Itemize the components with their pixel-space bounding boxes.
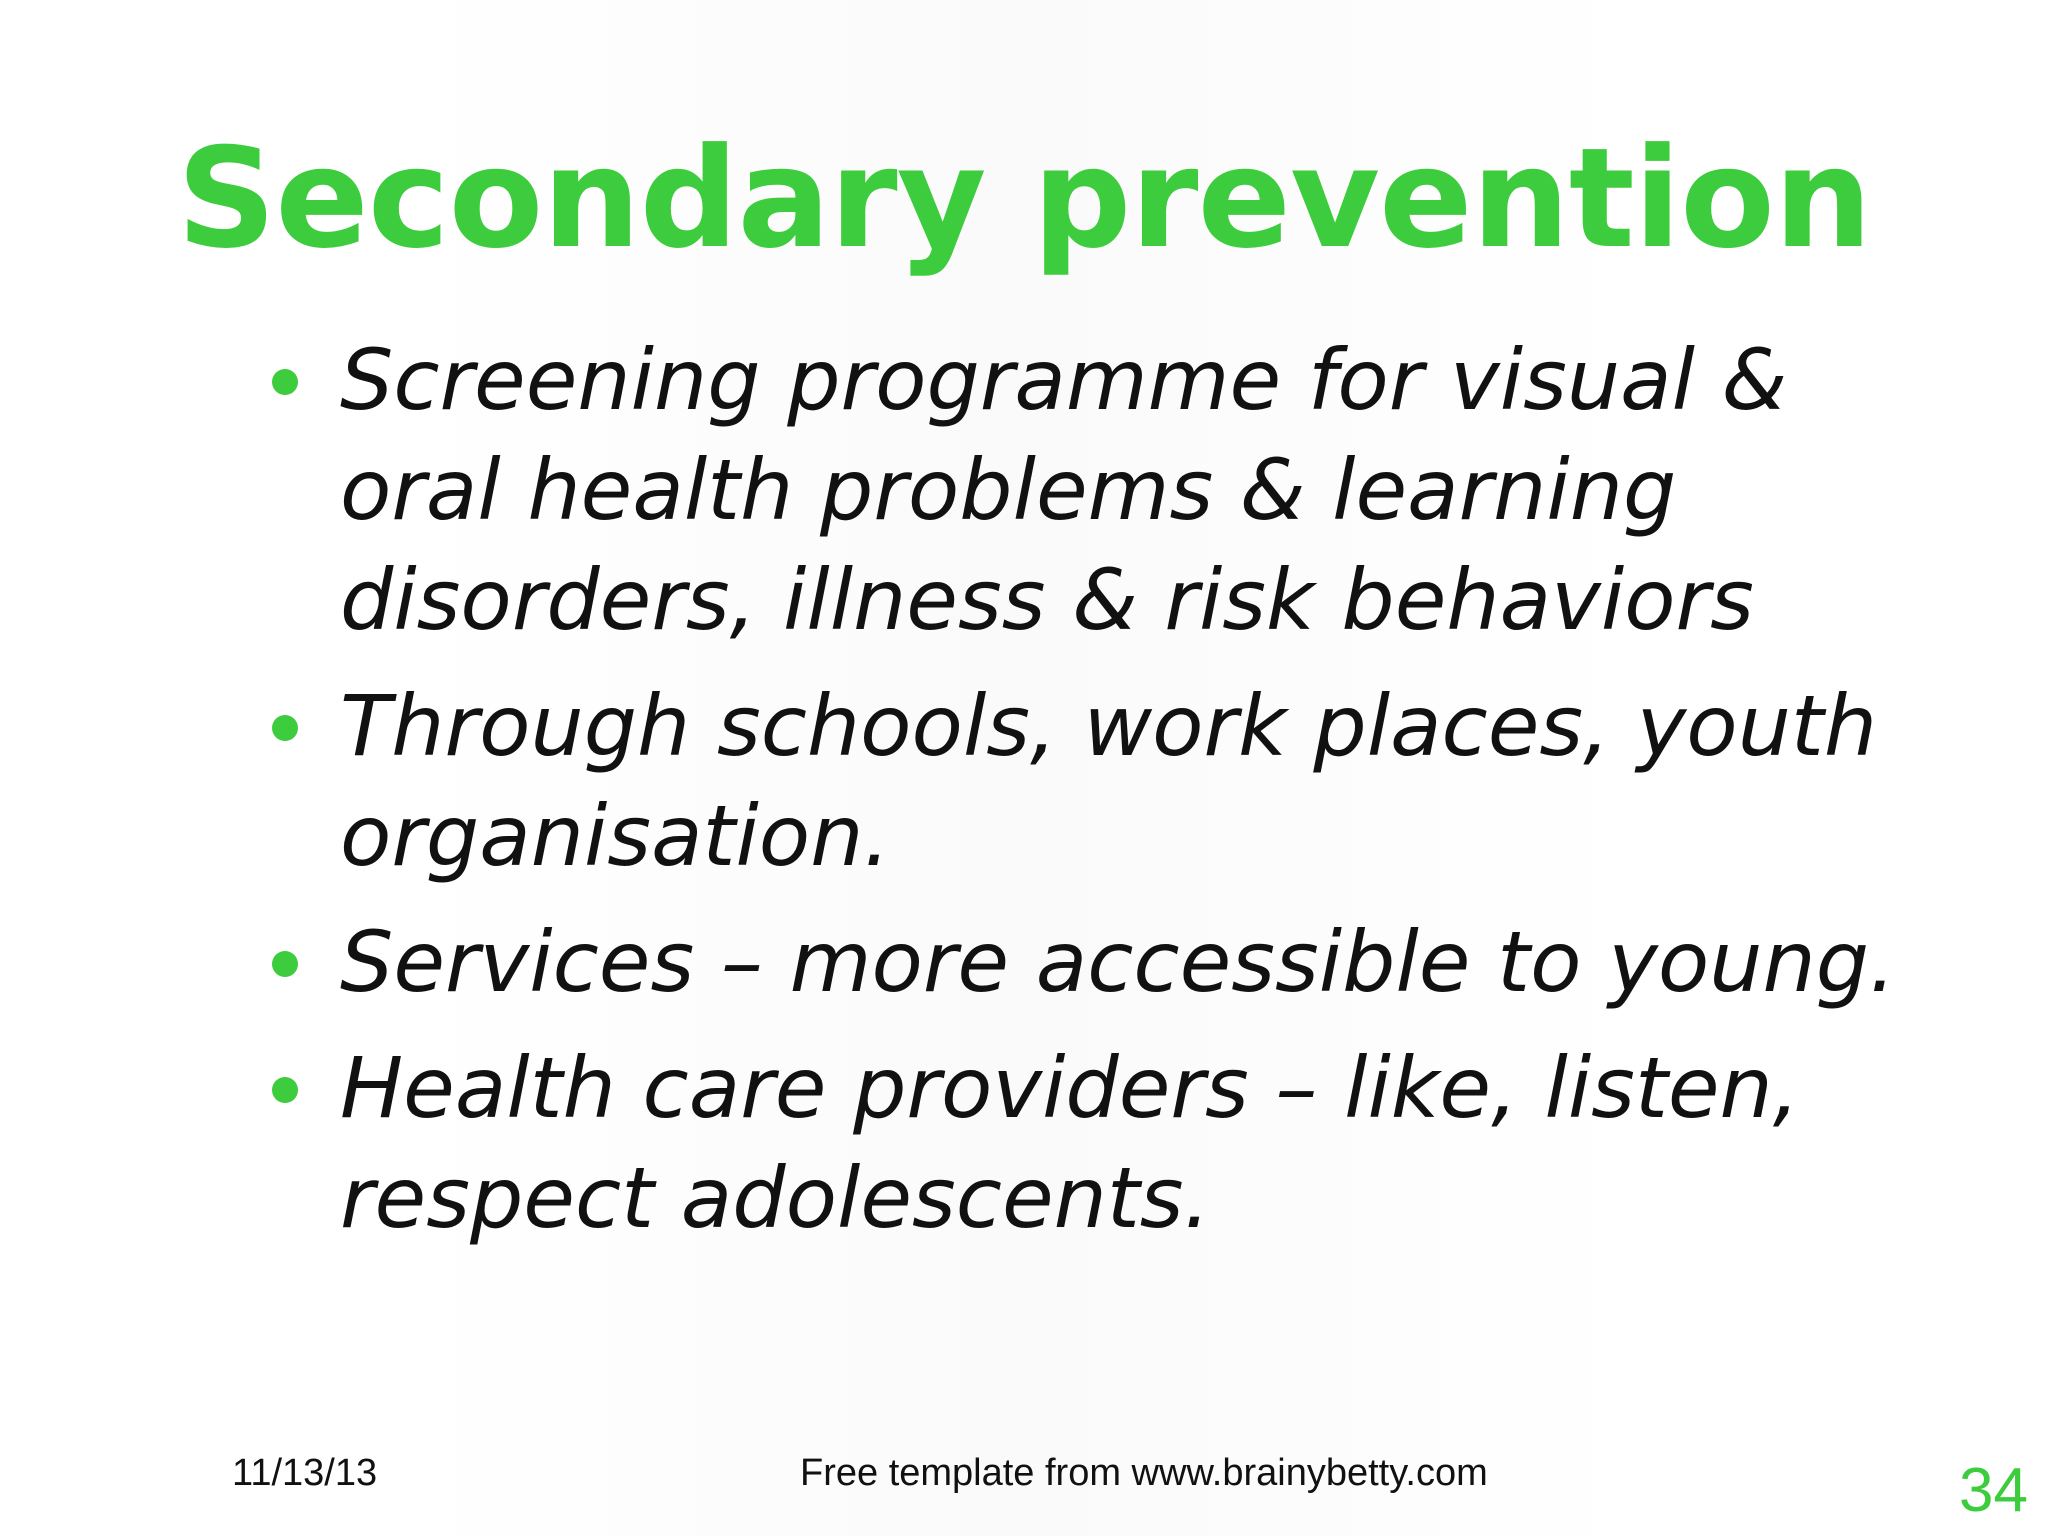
- bullet-list: [270, 325, 1970, 1269]
- slide-number: 34: [1959, 1456, 2028, 1525]
- bullet-text: Services – more accessible to young.: [340, 913, 1896, 1011]
- bullet-text: Through schools, work places, youth organisation.: [340, 677, 1878, 885]
- bullet-item: [270, 671, 1970, 891]
- bullet-text: Screening programme for visual & oral health problems & learning disorders, illness & risk behaviors: [340, 331, 1788, 649]
- bullet-text: Health care providers – like, listen, respect adolescents.: [340, 1039, 1800, 1247]
- footer-date: 11/13/13: [232, 1452, 378, 1494]
- slide-title: Secondary prevention: [176, 118, 1872, 279]
- bullet-item: [270, 325, 1970, 655]
- bullet-dot-icon: [272, 715, 298, 741]
- footer-credit: Free template from www.brainybetty.com: [800, 1452, 1488, 1494]
- bullet-dot-icon: [272, 1077, 298, 1103]
- bullet-item: [270, 907, 1970, 1017]
- bullet-dot-icon: [272, 951, 298, 977]
- bullet-dot-icon: [272, 369, 298, 395]
- bullet-item: [270, 1033, 1970, 1253]
